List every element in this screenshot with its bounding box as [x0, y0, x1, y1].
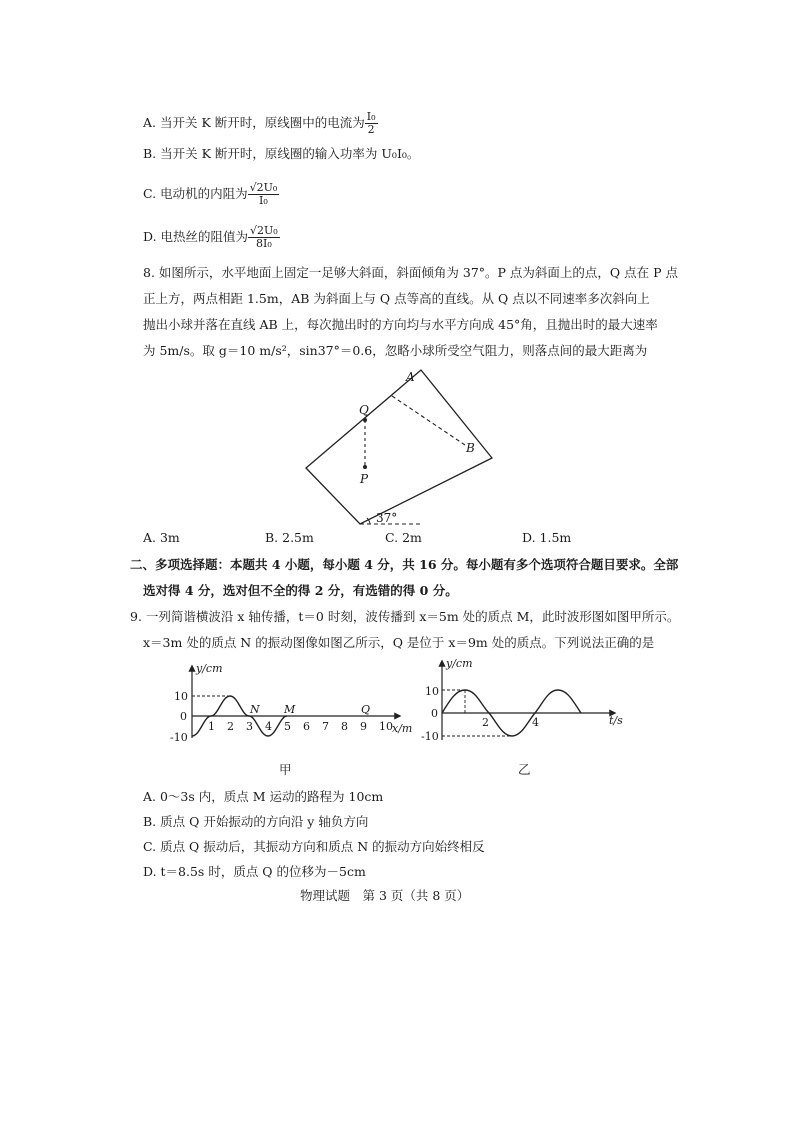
q7-option-c: C. 电动机的内阻为 $\frac{\text{√2U₀}}{\text{I₀}}$: [143, 181, 278, 207]
q7-option-b: B. 当开关 K 断开时，原线圈的输入功率为 U₀I₀。: [143, 146, 420, 161]
q8-option-d: D. 1.5m: [522, 530, 572, 545]
q8-option-c: C. 2m: [385, 530, 422, 545]
x-tick-6: 6: [303, 720, 310, 733]
section2-header-line1: 二、多项选择题：本题共 4 小题，每小题 4 分，共 16 分。每小题有多个选项符合题目要求。全部: [130, 557, 679, 572]
q9-stem-line1: 9. 一列简谐横波沿 x 轴传播，t＝0 时刻，波传播到 x＝5m 处的质点 M，此时波形图如图甲所示。: [130, 609, 680, 624]
y-tick-0: 0: [180, 710, 187, 723]
q9-option-b: B. 质点 Q 开始振动的方向沿 y 轴负方向: [143, 814, 369, 829]
label-b: B: [466, 441, 475, 455]
page-footer: 物理试题 第 3 页（共 8 页）: [300, 888, 470, 903]
label-q: Q: [359, 403, 369, 417]
label-p: P: [360, 472, 369, 486]
x-tick-5: 5: [284, 720, 291, 733]
q7-option-d: D. 电热丝的阻值为 $\frac{\text{√2U₀}}{\text{8I₀}}$: [143, 224, 278, 250]
t-tick-4: 4: [532, 716, 539, 729]
x-axis-label: x/m: [392, 722, 413, 735]
y-tick-10: 10: [174, 690, 188, 703]
y-tick-neg10: -10: [170, 731, 188, 744]
x-tick-3: 3: [246, 720, 253, 733]
q8-stem-line4: 为 5m/s。取 g＝10 m/s²，sin37°＝0.6，忽略小球所受空气阻力，则落点间的最大距离为: [143, 343, 648, 358]
point-m-label: M: [284, 703, 296, 716]
q9-vibration-graph-yi: [410, 655, 635, 750]
q8-stem-line1: 8. 如图所示，水平地面上固定一足够大斜面，斜面倾角为 37°。P 点为斜面上的点，Q 点在 P 点: [143, 265, 678, 280]
y-axis-label: y/cm: [196, 662, 223, 675]
incline-plane: [306, 370, 492, 524]
q9-option-c: C. 质点 Q 振动后，其振动方向和质点 N 的振动方向始终相反: [143, 839, 485, 854]
q8-incline-diagram: [290, 365, 540, 530]
q9-graph-yi-caption: 乙: [518, 762, 531, 777]
q8-option-b: B. 2.5m: [265, 530, 314, 545]
q9-option-d: D. t＝8.5s 时，质点 Q 的位移为－5cm: [143, 864, 366, 879]
q8-stem-line3: 抛出小球并落在直线 AB 上，每次抛出时的方向均与水平方向成 45°角，且抛出时的最大速率: [143, 317, 658, 332]
x-tick-1: 1: [208, 720, 215, 733]
point-n-label: N: [250, 703, 260, 716]
y-tick-neg10: -10: [421, 730, 439, 743]
label-angle: 37°: [376, 511, 398, 525]
q9-wave-graph-jia: [160, 658, 420, 778]
fraction: $\frac{\text{I₀}}{2}$: [366, 110, 376, 136]
fraction: $\frac{\text{√2U₀}}{\text{I₀}}$: [249, 181, 278, 207]
q8-stem-line2: 正上方，两点相距 1.5m，AB 为斜面上与 Q 点等高的直线。从 Q 点以不同速率多次斜向上: [143, 291, 650, 306]
x-tick-7: 7: [322, 720, 329, 733]
x-ticks: [208, 720, 393, 733]
point-p: [363, 465, 367, 469]
q9-stem-line2: x＝3m 处的质点 N 的振动图像如图乙所示，Q 是位于 x＝9m 处的质点。下列说法正确的是: [143, 635, 655, 650]
label-a: A: [406, 370, 415, 384]
section2-header-line2: 选对得 4 分，选对但不全的得 2 分，有选错的得 0 分。: [143, 583, 458, 598]
x-tick-4: 4: [265, 720, 272, 733]
x-tick-2: 2: [227, 720, 234, 733]
line-ab: [392, 396, 465, 445]
q9-option-a: A. 0～3s 内，质点 M 运动的路程为 10cm: [143, 789, 384, 804]
y-tick-10: 10: [425, 685, 439, 698]
y-axis-label: y/cm: [446, 657, 473, 670]
x-tick-8: 8: [341, 720, 348, 733]
y-tick-0: 0: [431, 707, 438, 720]
t-axis-label: t/s: [609, 714, 623, 727]
t-tick-2: 2: [482, 716, 489, 729]
x-tick-10: 10: [379, 720, 393, 733]
point-q-label: Q: [361, 703, 371, 716]
x-tick-9: 9: [360, 720, 367, 733]
fraction: $\frac{\text{√2U₀}}{\text{8I₀}}$: [250, 224, 278, 250]
q8-option-a: A. 3m: [143, 530, 180, 545]
point-q: [363, 418, 367, 422]
q9-graph-jia-caption: 甲: [279, 762, 292, 777]
q7-option-a: A. 当开关 K 断开时，原线圈中的电流为 $\frac{\text{I₀}}{2}$: [143, 110, 376, 136]
